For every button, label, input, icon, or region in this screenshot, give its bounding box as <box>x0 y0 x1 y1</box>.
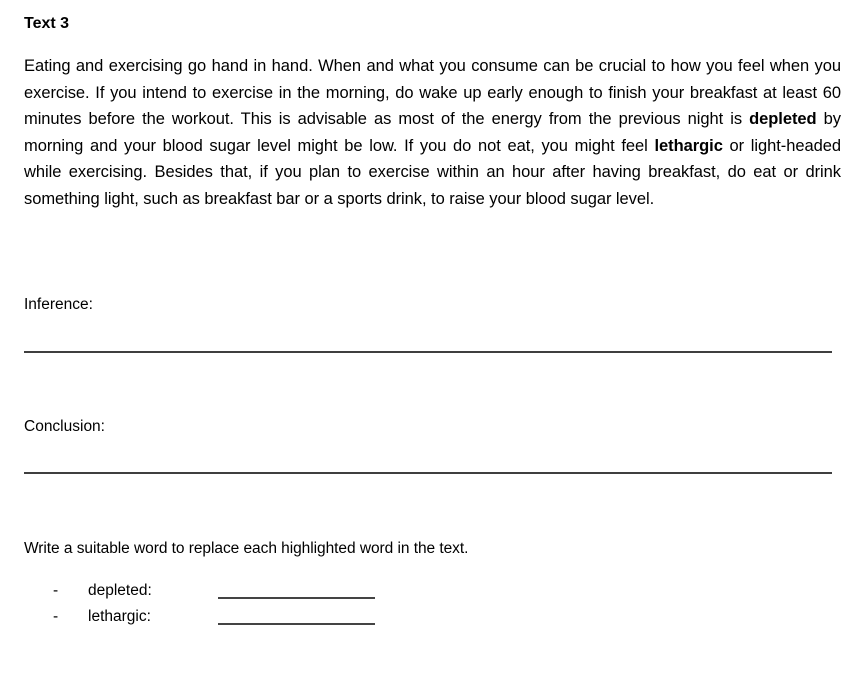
conclusion-label: Conclusion: <box>24 418 105 435</box>
passage-text: Eating and exercising go hand in hand. When and what you consume can be crucial to how you feel when you exercise. If you intend to exercise in the morning, do wake up early enough to finish your breakfast at least 60 minutes before the workout. This is advisable as most of the energy from the previous night is depleted by morning and your blood sugar level might be low. If you do not eat, you might feel lethargic or light-headed while exercising. Besides that, if you plan to exercise within an hour after having breakfast, do eat or drink something light, such as breakfast bar or a sports drink, to raise your blood sugar level. <box>24 57 841 208</box>
list-item <box>0 578 866 604</box>
hyphen-bullet-icon: - <box>53 608 59 625</box>
vocabulary-answer-line-lethargic[interactable] <box>218 623 375 625</box>
vocabulary-answer-line-depleted[interactable] <box>218 597 375 599</box>
highlighted-word: lethargic <box>654 136 723 155</box>
hyphen-bullet-icon: - <box>53 582 59 599</box>
inference-answer-line[interactable] <box>24 351 832 353</box>
page-title: Text 3 <box>24 15 70 32</box>
conclusion-answer-line[interactable] <box>24 472 832 474</box>
inference-label: Inference: <box>24 296 93 313</box>
vocabulary-list <box>0 578 866 630</box>
list-item <box>0 604 866 630</box>
vocabulary-instruction: Write a suitable word to replace each highlighted word in the text. <box>24 540 469 557</box>
highlighted-word: depleted <box>749 110 817 129</box>
vocabulary-word-depleted: depleted: <box>88 582 152 599</box>
vocabulary-word-lethargic: lethargic: <box>88 608 151 625</box>
